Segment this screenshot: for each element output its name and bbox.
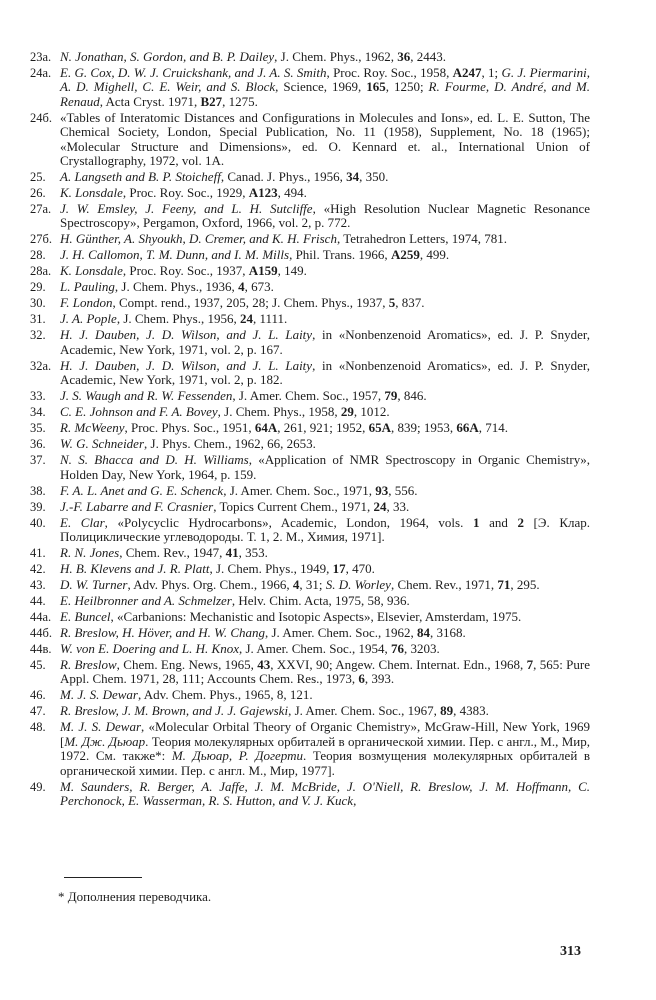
reference-number: 34. <box>30 405 46 420</box>
citation-text: , 4383. <box>453 703 489 719</box>
reference-number: 48. <box>30 720 46 735</box>
reference-text <box>60 594 590 608</box>
volume-number: 66A <box>456 420 479 436</box>
citation-text: , «Molecular Orbital Theory of Organic Chemistry», McGraw-Hill, New York, 1969 [ <box>60 719 590 749</box>
reference-text <box>60 642 590 656</box>
reference-number: 32. <box>30 328 46 343</box>
reference-entry <box>30 328 590 357</box>
author-names: R. Fourme, D. André, and M. Renaud <box>60 79 590 109</box>
reference-entry <box>30 453 590 482</box>
citation-text: , J. Phys. Chem., 1962, 66, 2653. <box>144 436 316 452</box>
citation-text: , Adv. Phys. Org. Chem., 1966, <box>127 577 293 593</box>
citation-text: , Compt. rend., 1937, 205, 28; J. Chem. Phys., 1937, <box>112 295 389 311</box>
reference-number: 30. <box>30 296 46 311</box>
citation-text: , 1111. <box>252 311 288 327</box>
reference-text <box>60 264 590 278</box>
reference-entry <box>30 50 590 64</box>
citation-text: , J. Amer. Chem. Soc., 1954, <box>239 641 392 657</box>
reference-entry <box>30 642 590 656</box>
reference-number: 37. <box>30 453 46 468</box>
author-names: R. N. Jones <box>60 545 120 561</box>
reference-number: 41. <box>30 546 46 561</box>
reference-entry <box>30 280 590 294</box>
volume-number: 24 <box>373 498 387 514</box>
reference-number: 36. <box>30 437 46 452</box>
citation-text: , 1250; <box>385 79 429 95</box>
citation-text: , Canad. J. Phys., 1956, <box>220 169 347 185</box>
reference-text <box>60 280 590 294</box>
volume-number: 79 <box>384 388 398 404</box>
reference-text <box>60 562 590 576</box>
author-names: S. D. Worley <box>325 577 391 593</box>
reference-number: 33. <box>30 389 46 404</box>
reference-number: 35. <box>30 421 46 436</box>
reference-text <box>60 232 590 246</box>
page-number: 313 <box>560 944 581 959</box>
author-names: R. Breslow <box>60 657 117 673</box>
citation-text: , 393. <box>364 671 395 687</box>
citation-text: , J. Chem. Phys., 1958, <box>217 404 341 420</box>
reference-number: 44в. <box>30 642 52 657</box>
reference-entry <box>30 562 590 576</box>
citation-text: , Chem. Rev., 1947, <box>119 545 226 561</box>
citation-text: , Adv. Chem. Phys., 1965, 8, 121. <box>138 687 313 703</box>
volume-number: 76 <box>391 641 405 657</box>
citation-text: , «Polycyclic Hydrocarbons», Academic, London, 1964, vols. <box>104 514 473 530</box>
reference-text <box>60 516 590 545</box>
reference-number: 44. <box>30 594 46 609</box>
reference-text <box>60 296 590 310</box>
reference-number: 46. <box>30 688 46 703</box>
reference-number: 43. <box>30 578 46 593</box>
citation-text: , Acta Cryst. 1971, <box>99 93 201 109</box>
citation-text: , J. Chem. Phys., 1949, <box>209 561 333 577</box>
reference-text <box>60 500 590 514</box>
author-names: K. Lonsdale <box>60 185 123 201</box>
reference-number: 24a. <box>30 66 52 80</box>
citation-text: , 1012. <box>353 404 390 420</box>
citation-text: , 350. <box>359 169 389 185</box>
citation-text: , «High Resolution Nuclear Magnetic Resonance Spectroscopy», Pergamon, Oxford, 1966, vol. 2, p. 772. <box>60 201 590 231</box>
citation-text: , in «Nonbenzenoid Aromatics», ed. J. P. Snyder, Academic, New York, 1971, vol. 2, p. 167. <box>60 327 590 357</box>
reference-entry <box>30 500 590 514</box>
reference-entry <box>30 516 590 545</box>
citation-text: , 846. <box>397 388 427 404</box>
reference-text <box>60 720 590 778</box>
citation-text: , Topics Current Chem., 1971, <box>213 498 374 514</box>
author-names: L. Pauling <box>60 279 115 295</box>
volume-number: 34 <box>346 169 360 185</box>
reference-entry <box>30 389 590 403</box>
citation-text: , 839; 1953, <box>391 420 457 436</box>
reference-entry <box>30 111 590 169</box>
citation-text: , 3203. <box>404 641 440 657</box>
volume-number: 65A <box>368 420 392 436</box>
citation-text: , 33. <box>386 498 410 514</box>
citation-text: . Теория молекулярных орбиталей в органической химии. Пер. с англ., М., Мир, 1972. См. также*: <box>60 733 590 764</box>
citation-text: , Phil. Trans. 1966, <box>289 247 391 263</box>
volume-number: A259 <box>390 247 420 263</box>
volume-number: 17 <box>332 561 346 577</box>
author-names: J. A. Pople <box>60 311 117 327</box>
citation-text: , J. Chem. Phys., 1962, <box>274 49 398 64</box>
reference-text <box>60 421 590 435</box>
citation-text: , 837. <box>395 295 425 311</box>
reference-text <box>60 359 590 388</box>
citation-text: , 673. <box>244 279 274 295</box>
reference-text <box>60 202 590 231</box>
author-names: G. J. Piermarini, A. D. Mighell, C. E. Weir, and S. Block <box>60 65 590 95</box>
author-names: R. Breslow, J. M. Brown, and J. J. Gajewski <box>60 703 289 719</box>
volume-number: B27 <box>200 93 223 109</box>
reference-entry <box>30 610 590 624</box>
author-names: K. Lonsdale <box>60 263 123 279</box>
reference-entry <box>30 658 590 687</box>
author-names: N. S. Bhacca and D. H. Williams <box>60 452 249 468</box>
reference-entry <box>30 405 590 419</box>
citation-text: , <box>353 793 357 809</box>
reference-text <box>60 546 590 560</box>
reference-entry <box>30 264 590 278</box>
author-names: M. J. S. Dewar <box>60 719 142 735</box>
reference-text <box>60 50 590 64</box>
reference-number: 47. <box>30 704 46 719</box>
reference-entry <box>30 688 590 702</box>
citation-text: , 353. <box>238 545 268 561</box>
citation-text: , 3168. <box>430 625 466 641</box>
reference-text <box>60 484 590 498</box>
citation-text: , Proc. Roy. Soc., 1937, <box>122 263 249 279</box>
reference-number: 40. <box>30 515 46 530</box>
author-names: H. Günther, A. Shyoukh, D. Cremer, and K. H. Frisch <box>60 231 337 247</box>
citation-text: , Chem. Eng. News, 1965, <box>116 657 258 673</box>
reference-text <box>60 170 590 184</box>
citation-text: , 1; <box>481 65 502 80</box>
citation-text: , Tetrahedron Letters, 1974, 781. <box>336 231 507 247</box>
volume-number: 4 <box>238 279 245 295</box>
reference-number: 27a. <box>30 202 52 217</box>
citation-text: , in «Nonbenzenoid Aromatics», ed. J. P. Snyder, Academic, New York, 1971, vol. 2, p. 182. <box>60 357 590 388</box>
reference-entry <box>30 312 590 326</box>
volume-number: 93 <box>375 482 389 498</box>
reference-text <box>60 453 590 482</box>
author-names: M. J. S. Dewar <box>60 687 138 703</box>
footnote: * Дополнения переводчика. <box>58 889 212 904</box>
author-names: R. McWeeny <box>60 420 125 436</box>
citation-text: , Science, 1969, <box>275 79 367 95</box>
volume-number: A159 <box>248 263 278 279</box>
volume-number: 2 <box>517 514 524 530</box>
reference-number: 44a. <box>30 610 52 625</box>
volume-number: 24 <box>239 311 253 327</box>
citation-text: , J. Amer. Chem. Soc., 1971, <box>223 482 376 498</box>
reference-text <box>60 688 590 702</box>
author-names: H. J. Dauben, J. D. Wilson, and J. L. Laity <box>60 357 313 373</box>
reference-entry <box>30 720 590 778</box>
reference-text <box>60 704 590 718</box>
author-names: N. Jonathan, S. Gordon, and B. P. Dailey <box>60 49 275 64</box>
reference-entry <box>30 437 590 451</box>
citation-text: , 31; <box>299 577 326 593</box>
citation-text: , 499. <box>419 247 450 263</box>
citation-text: and <box>479 514 518 530</box>
citation-text: , 1275. <box>222 93 258 109</box>
citation-text: , Proc. Phys. Soc., 1951, <box>124 420 255 436</box>
reference-text <box>60 610 590 624</box>
author-names: W. von E. Doering and L. H. Knox <box>60 641 239 657</box>
citation-text: , 494. <box>277 185 307 201</box>
reference-text <box>60 437 590 451</box>
volume-number: 1 <box>472 514 480 530</box>
volume-number: 4 <box>292 577 300 593</box>
author-names: J.-F. Labarre and F. Crasnier <box>60 498 214 514</box>
citation-text: , Proc. Roy. Soc., 1929, <box>122 185 249 201</box>
reference-number: 31. <box>30 312 46 327</box>
citation-text: . Теория возмущения молекулярных орбиталей в органической химии. Пер. с англ. М., Мир, 1977]. <box>60 748 591 778</box>
reference-text <box>60 186 590 200</box>
reference-number: 38. <box>30 483 46 498</box>
citation-text: «Tables of Interatomic Distances and Configurations in Molecules and Ions», ed. L. E. Sutton, The Chemical Society, London, Special Publication, No. 11 (1958), Supplement, No. 18 (1965); «Molecular Structure and Dimensions», ed. O. Kennard et. al., International Union of Crystallography, 1972, vol. 1A. <box>60 109 590 169</box>
volume-number: 64A <box>254 420 278 436</box>
volume-number: 41 <box>225 545 239 561</box>
reference-entry <box>30 232 590 246</box>
author-names: E. Buncel <box>60 609 111 625</box>
citation-text: , Helv. Chim. Acta, 1975, 58, 936. <box>231 593 410 609</box>
citation-text: , 149. <box>277 263 307 279</box>
reference-number: 26. <box>30 186 46 201</box>
volume-number: 89 <box>440 703 454 719</box>
reference-entry <box>30 421 590 435</box>
reference-entry <box>30 186 590 200</box>
citation-text: , J. Chem. Phys., 1956, <box>116 311 240 327</box>
reference-entry <box>30 626 590 640</box>
citation-text: , 2443. <box>410 49 447 64</box>
reference-number: 28. <box>30 248 46 263</box>
reference-number: 39. <box>30 499 46 514</box>
reference-entry <box>30 359 590 388</box>
citation-text: , Chem. Rev., 1971, <box>390 577 498 593</box>
volume-number: 43 <box>257 657 271 673</box>
author-names: W. G. Schneider <box>60 436 145 452</box>
reference-number: 23a. <box>30 50 52 64</box>
author-names: F. London <box>60 295 113 311</box>
reference-text <box>60 578 590 592</box>
volume-number: 84 <box>417 625 431 641</box>
citation-text: , Proc. Roy. Soc., 1958, <box>326 65 453 80</box>
citation-text: , J. Amer. Chem. Soc., 1957, <box>232 388 385 404</box>
volume-number: A247 <box>452 65 482 80</box>
reference-number: 28a. <box>30 264 52 279</box>
reference-entry <box>30 66 590 109</box>
reference-text <box>60 66 590 109</box>
reference-entry <box>30 484 590 498</box>
reference-entry <box>30 704 590 718</box>
author-names: H. J. Dauben, J. D. Wilson, and J. L. Laity <box>60 327 313 343</box>
author-names: M. Saunders, R. Berger, A. Jaffe, J. M. McBride, J. O'Niell, R. Breslow, J. M. Hoffmann, C. Perchonock, E. Wasserman, R. S. Hutton, and V. J. Kuck <box>60 778 590 809</box>
reference-number: 27б. <box>30 232 52 247</box>
citation-text: , «Carbanions: Mechanistic and Isotopic Aspects», Elsevier, Amsterdam, 1975. <box>110 609 522 625</box>
reference-text <box>60 389 590 403</box>
author-names: F. A. L. Anet and G. E. Schenck <box>60 482 224 498</box>
footnote-rule <box>64 877 142 878</box>
volume-number: 6 <box>358 671 365 687</box>
author-names: R. Breslow, H. Höver, and H. W. Chang <box>60 625 265 641</box>
reference-entry <box>30 546 590 560</box>
citation-text: , 565: Pure Appl. Chem. 1971, 28, 111; Accounts Chem. Res., 1973, <box>60 657 590 687</box>
author-names: E. Clar <box>60 514 105 530</box>
author-names: D. W. Turner <box>60 577 128 593</box>
citation-text: , 295. <box>510 577 540 593</box>
reference-text <box>60 328 590 357</box>
reference-entry <box>30 578 590 592</box>
citation-text: , 261, 921; 1952, <box>277 420 369 436</box>
reference-entry <box>30 296 590 310</box>
reference-text <box>60 780 590 809</box>
reference-text <box>60 658 590 687</box>
reference-entry <box>30 248 590 262</box>
volume-number: 36 <box>397 49 411 64</box>
reference-text <box>60 248 590 262</box>
reference-list <box>30 50 590 810</box>
volume-number: 165 <box>366 79 386 95</box>
reference-entry <box>30 170 590 184</box>
author-names: E. Heilbronner and A. Schmelzer <box>60 593 232 609</box>
author-names: J. H. Callomon, T. M. Dunn, and I. M. Mills <box>60 247 290 263</box>
reference-number: 29. <box>30 280 46 295</box>
volume-number: 29 <box>340 404 354 420</box>
author-names: J. S. Waugh and R. W. Fessenden <box>60 388 233 404</box>
citation-text: , J. Chem. Phys., 1936, <box>114 279 239 295</box>
reference-entry <box>30 780 590 809</box>
citation-text: , J. Amer. Chem. Soc., 1962, <box>265 625 418 641</box>
reference-number: 49. <box>30 779 46 794</box>
author-names: М. Дьюар, Р. Догерти <box>171 748 304 764</box>
citation-text: , J. Amer. Chem. Soc., 1967, <box>288 703 441 719</box>
volume-number: 7 <box>526 657 534 673</box>
citation-text: , XXVI, 90; Angew. Chem. Internat. Edn., 1968, <box>270 657 527 673</box>
reference-number: 25. <box>30 170 46 185</box>
reference-text <box>60 405 590 419</box>
reference-entry <box>30 202 590 231</box>
reference-number: 42. <box>30 562 46 577</box>
reference-number: 44б. <box>30 626 52 641</box>
volume-number: A123 <box>248 185 278 201</box>
author-names: J. W. Emsley, J. Feeny, and L. H. Sutcliffe <box>60 201 313 217</box>
author-names: C. E. Johnson and F. A. Bovey <box>60 404 218 420</box>
author-names: A. Langseth and B. P. Stoicheff <box>60 169 221 185</box>
volume-number: 71 <box>497 577 511 593</box>
reference-number: 24б. <box>30 110 52 125</box>
citation-text: , «Application of NMR Spectroscopy in Organic Chemistry», Holden Day, New York, 1964, p. 159. <box>60 452 590 482</box>
reference-entry <box>30 594 590 608</box>
citation-text: , 556. <box>388 482 418 498</box>
citation-text: , 714. <box>478 420 509 436</box>
author-names: H. B. Klevens and J. R. Platt <box>60 561 210 577</box>
author-names: E. G. Cox, D. W. J. Cruickshank, and J. A. S. Smith <box>60 65 327 80</box>
reference-text <box>60 111 590 169</box>
reference-text <box>60 626 590 640</box>
volume-number: 5 <box>388 295 396 311</box>
reference-text <box>60 312 590 326</box>
author-names: М. Дж. Дьюар <box>64 733 146 749</box>
reference-number: 45. <box>30 658 46 673</box>
reference-number: 32a. <box>30 358 52 373</box>
citation-text: [Э. Клар. Полициклические углеводороды. Т. 1, 2. М., Химия, 1971]. <box>60 514 590 545</box>
citation-text: , 470. <box>345 561 375 577</box>
